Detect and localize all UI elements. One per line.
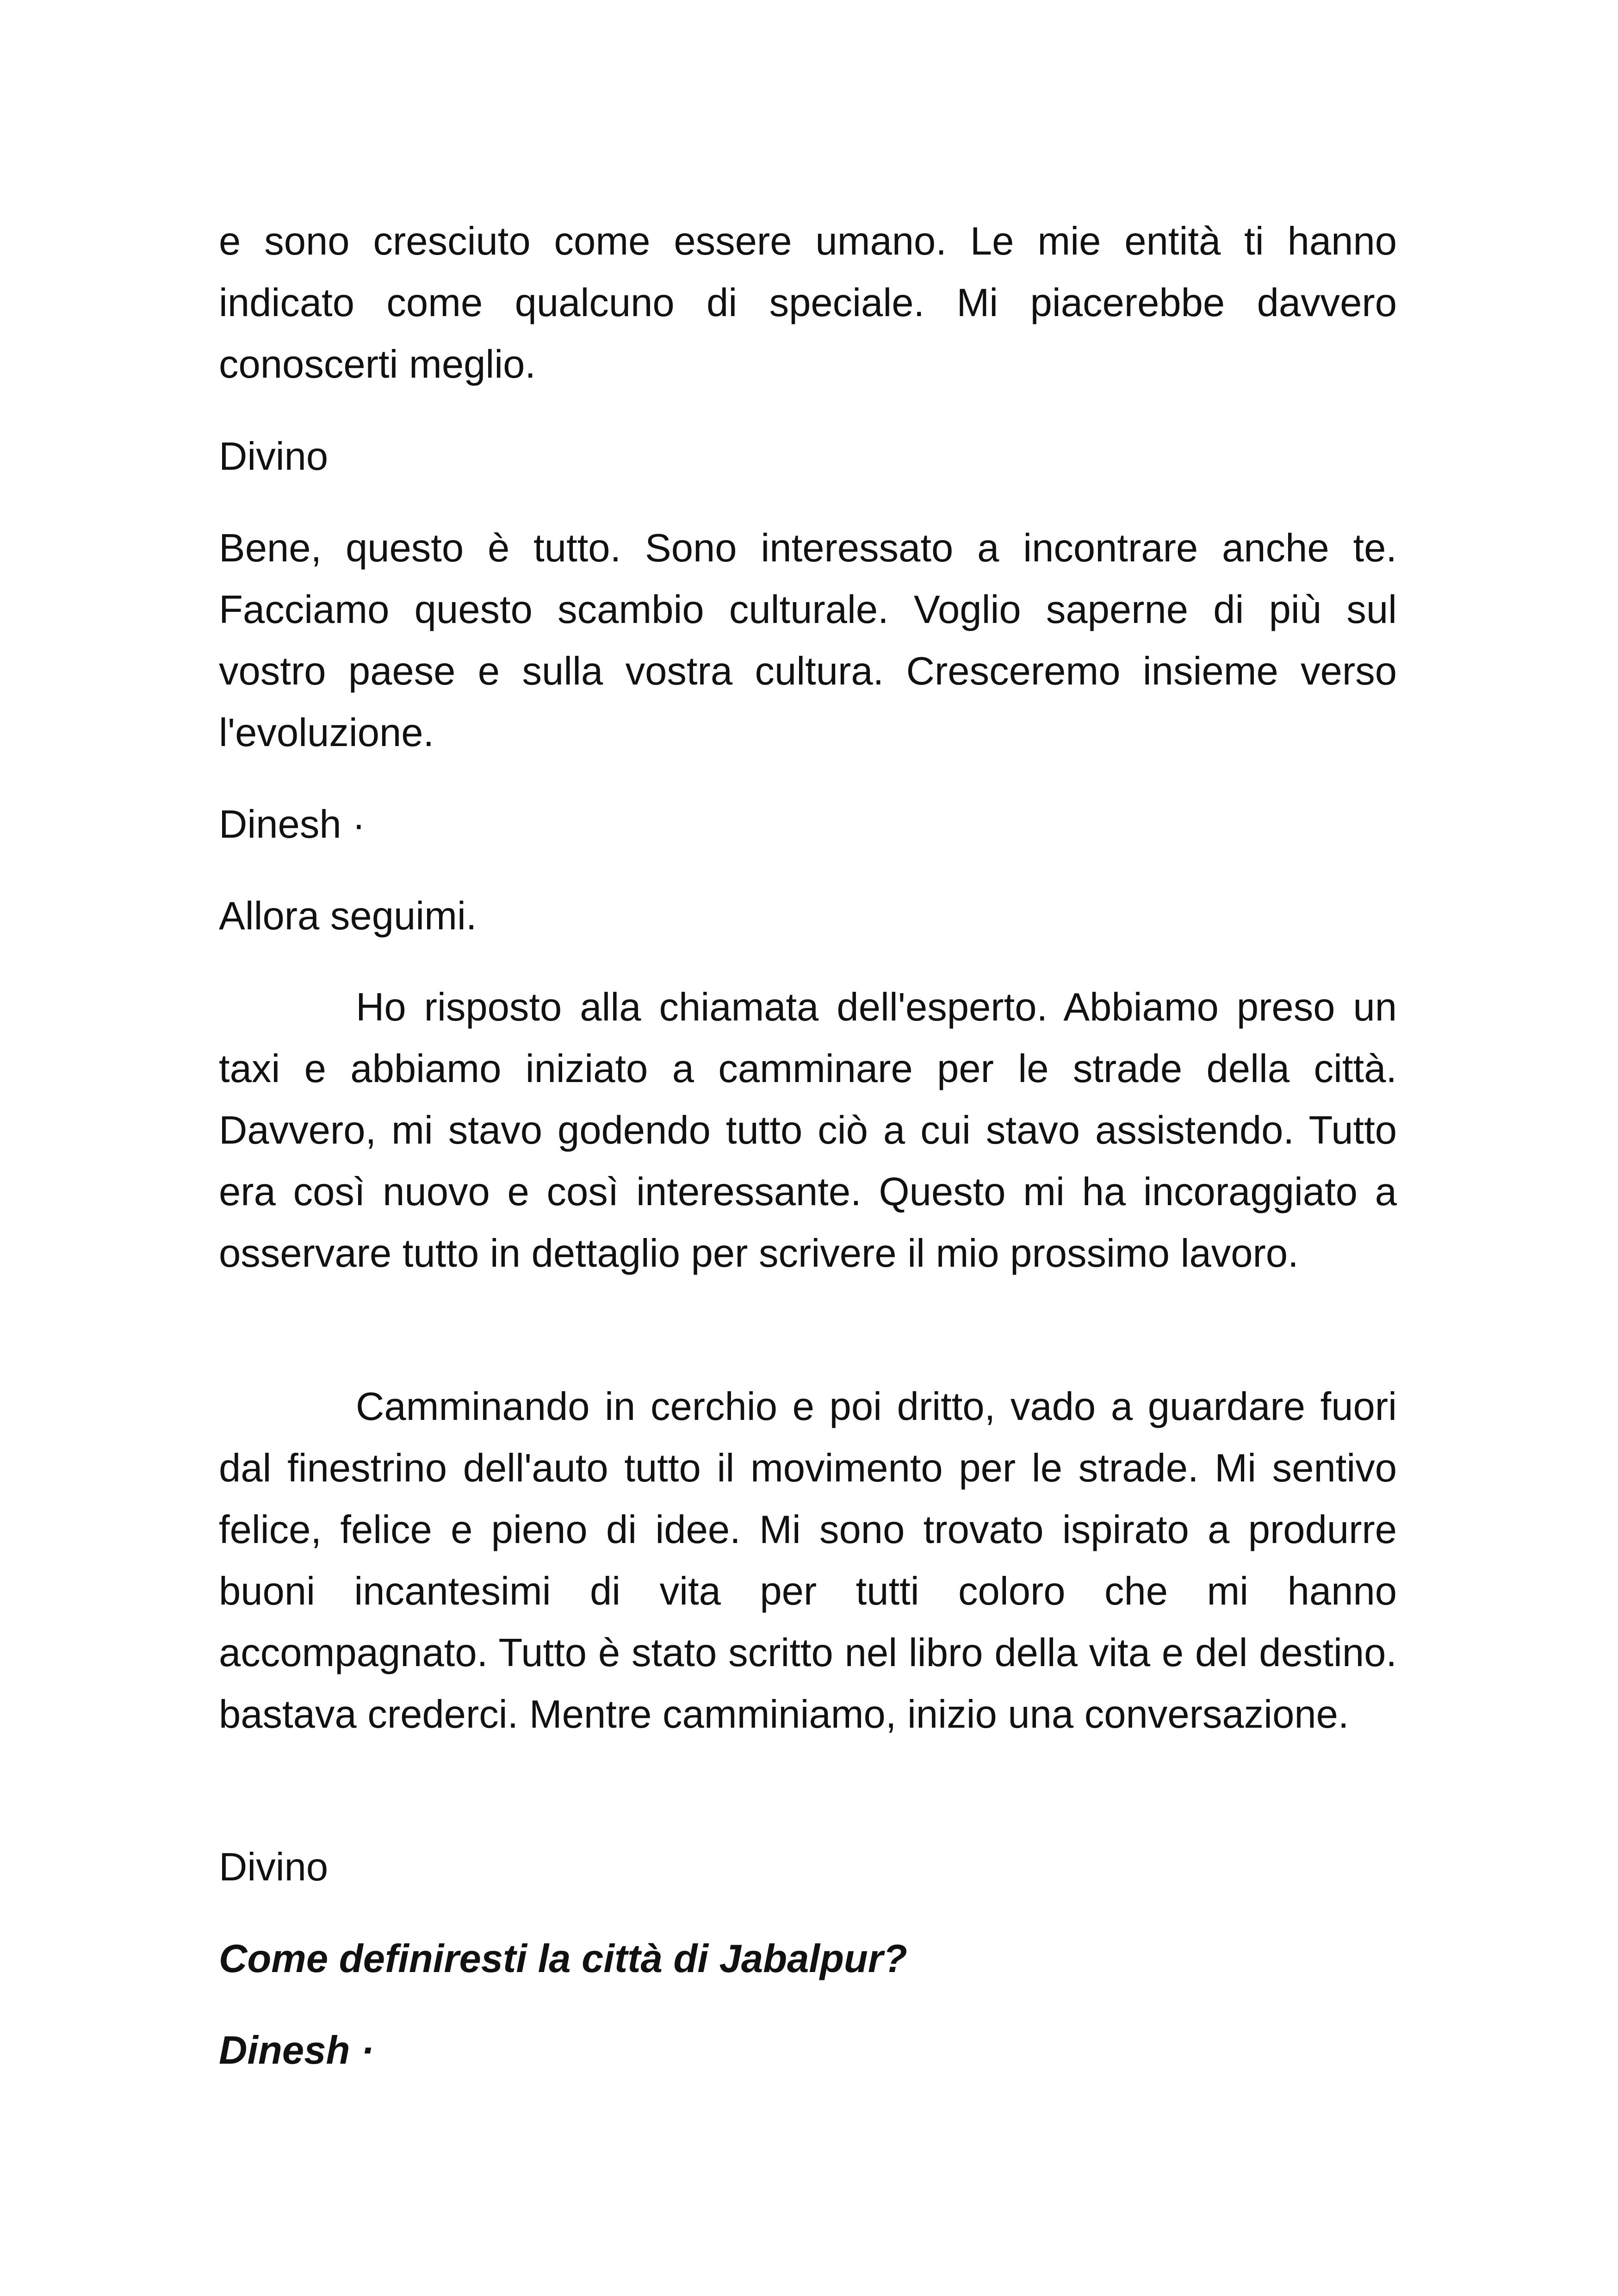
paragraph-divino-reply: Bene, questo è tutto. Sono interessato a incontrare anche te. Facciamo questo scambio culturale. Voglio saperne di più sul vostro paese e sulla vostra cultura. Cresceremo insieme verso l'evoluzione. — [219, 526, 1397, 755]
question-jabalpur: Come definiresti la città di Jabalpur? — [219, 1937, 907, 1981]
paragraph-taxi-ride: Ho risposto alla chiamata dell'esperto. Abbiamo preso un taxi e abbiamo iniziato a camminare per le strade della città. Davvero, mi stavo godendo tutto ciò a cui stavo assistendo. Tutto era così nuovo e così interessante. Questo mi ha incoraggiato a osservare tutto in dettaglio per scrivere il mio prossimo lavoro. — [219, 985, 1397, 1276]
paragraph-follow-me: Allora seguimi. — [219, 894, 477, 938]
paragraph-intro: e sono cresciuto come essere umano. Le mie entità ti hanno indicato come qualcuno di speciale. Mi piacerebbe davvero conoscerti meglio. — [219, 219, 1397, 386]
speaker-label-divino-2: Divino — [219, 1845, 329, 1889]
paragraph-walking: Camminando in cerchio e poi dritto, vado a guardare fuori dal finestrino dell'auto tutto il movimento per le strade. Mi sentivo felice, felice e pieno di idee. Mi sono trovato ispirato a produrre buoni incantesimi di vita per tutti coloro che mi hanno accompagnato. Tutto è stato scritto nel libro della vita e del destino. bastava crederci. Mentre camminiamo, inizio una conversazione. — [219, 1385, 1397, 1736]
speaker-label-dinesh: Dinesh · — [219, 803, 366, 846]
speaker-label-dinesh-2: Dinesh · — [219, 2028, 374, 2072]
speaker-label-divino: Divino — [219, 435, 329, 479]
